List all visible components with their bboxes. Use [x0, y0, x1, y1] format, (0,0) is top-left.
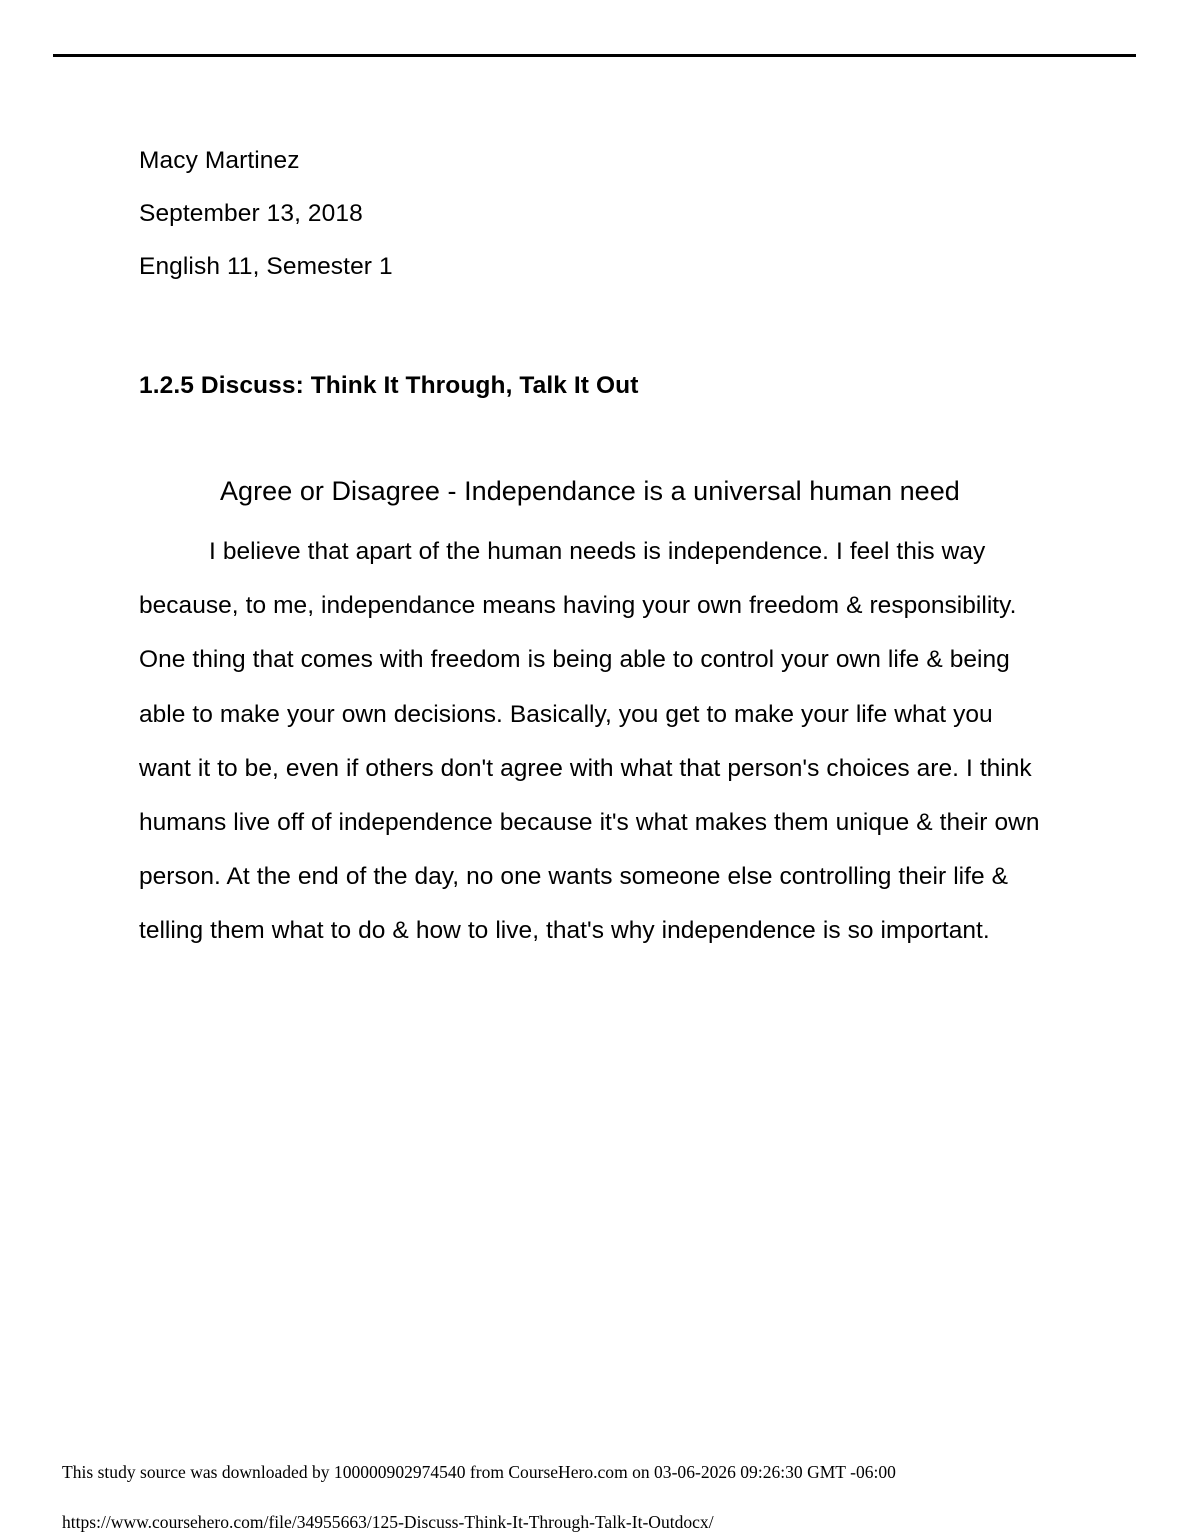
student-name: Macy Martinez	[139, 147, 300, 174]
essay-body-paragraph: I believe that apart of the human needs is independence. I feel this way because, to me, independance means having your own freedom & responsibility. One thing that comes with freedom is being able to control your own life & being able to make your own decisions. Basically, you get to make your life what you want it to be, even if others don't agree with what that person's choices are. I think humans live off of independence because it's what makes them unique & their own person. At the end of the day, no one wants someone else controlling their life & telling them what to do & how to live, that's why independence is so important.	[139, 538, 1040, 945]
document-date: September 13, 2018	[139, 200, 363, 227]
source-url[interactable]: https://www.coursehero.com/file/34955663/125-Discuss-Think-It-Through-Talk-It-Outdocx/	[62, 1512, 714, 1532]
assignment-title: 1.2.5 Discuss: Think It Through, Talk It Out	[139, 372, 639, 399]
course-name: English 11, Semester 1	[139, 253, 393, 280]
page-top-divider	[53, 54, 1136, 57]
document-content	[139, 134, 1051, 959]
essay-title: Agree or Disagree - Independance is a universal human need	[220, 476, 960, 506]
download-notice: This study source was downloaded by 100000902974540 from CourseHero.com on 03-06-2026 09:26:30 GMT -06:00	[62, 1462, 896, 1482]
